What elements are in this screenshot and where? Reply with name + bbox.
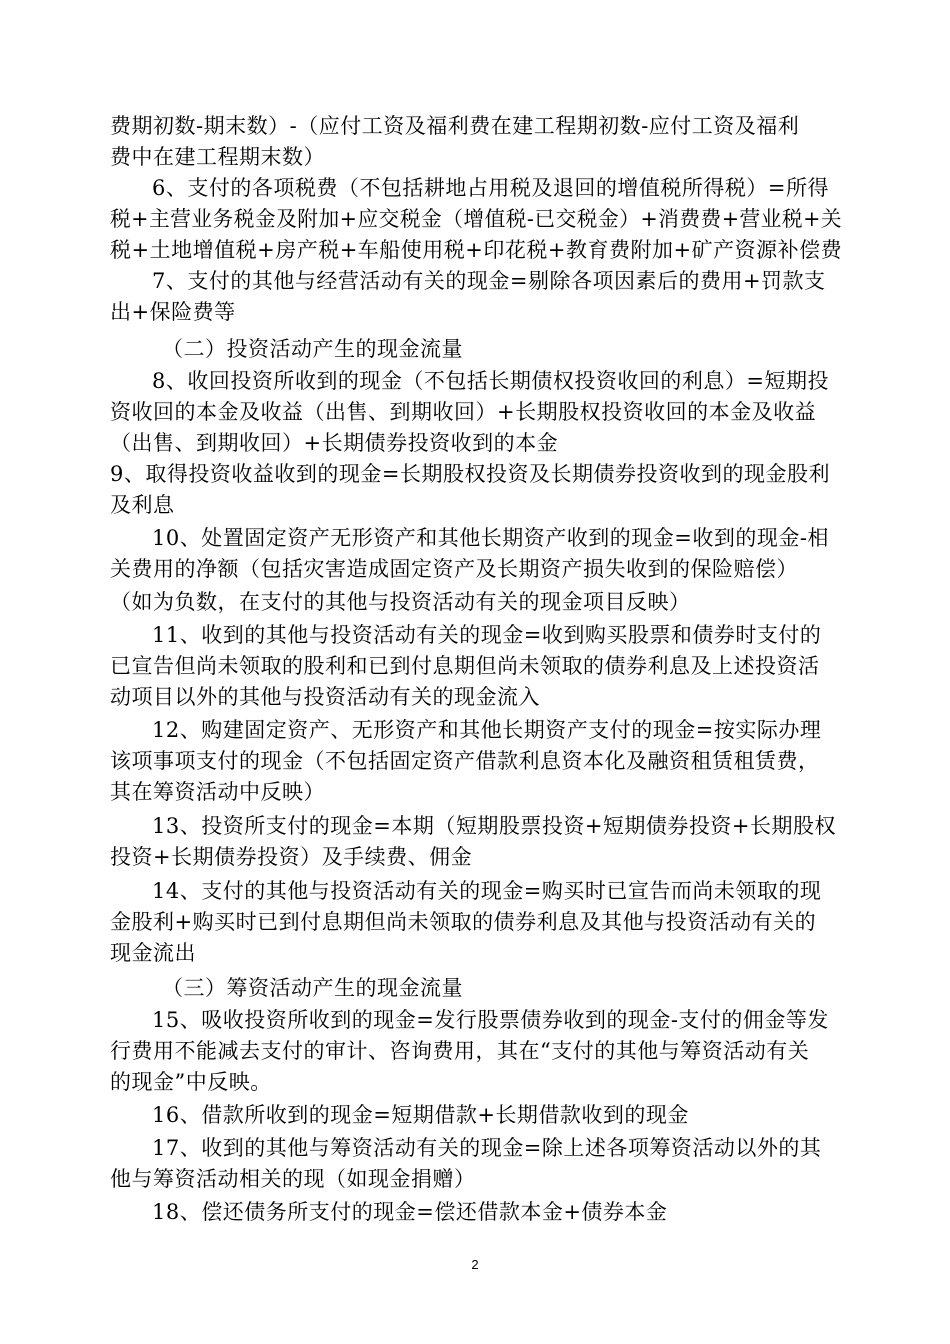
section-heading: （二）投资活动产生的现金流量 [162, 337, 463, 361]
text-line: 他与筹资活动相关的现（如现金捐赠） [110, 1167, 476, 1191]
text-line: 7、支付的其他与经营活动有关的现金=剔除各项因素后的费用+罚款支 [152, 269, 826, 293]
text-line: 费中在建工程期末数） [110, 145, 325, 169]
text-line: 16、借款所收到的现金=短期借款+长期借款收到的现金 [152, 1103, 689, 1127]
text-line: 的现金”中反映。 [110, 1070, 272, 1094]
text-line: （如为负数，在支付的其他与投资活动有关的现金项目反映） [110, 590, 691, 614]
text-line: 其在筹资活动中反映） [110, 780, 325, 804]
text-line: 资收回的本金及收益（出售、到期收回）+长期股权投资收回的本金及收益 [110, 400, 817, 424]
text-line: 14、支付的其他与投资活动有关的现金=购买时已宣告而尚未领取的现 [152, 879, 822, 903]
text-line: 10、处置固定资产无形资产和其他长期资产收到的现金=收到的现金-相 [152, 526, 829, 550]
text-line: 税+土地增值税+房产税+车船使用税+印花税+教育费附加+矿产资源补偿费 [110, 238, 843, 262]
page-number: 2 [471, 1257, 479, 1272]
text-line: 15、吸收投资所收到的现金=发行股票债券收到的现金-支付的佣金等发 [152, 1008, 829, 1032]
text-line: （出售、到期收回）+长期债券投资收到的本金 [110, 431, 559, 455]
text-line: 已宣告但尚未领取的股利和已到付息期但尚未领取的债券利息及上述投资活 [110, 654, 820, 678]
section-heading: （三）筹资活动产生的现金流量 [162, 976, 463, 1000]
text-line: 税+主营业务税金及附加+应交税金（增值税-已交税金）+消费费+营业税+关 [110, 207, 843, 231]
text-line: 12、购建固定资产、无形资产和其他长期资产支付的现金=按实际办理 [152, 718, 822, 742]
text-line: 出+保险费等 [110, 300, 236, 324]
text-line: 动项目以外的其他与投资活动有关的现金流入 [110, 685, 540, 709]
text-line: 行费用不能减去支付的审计、咨询费用，其在“支付的其他与筹资活动有关 [110, 1039, 810, 1063]
text-line: 费期初数-期末数）-（应付工资及福利费在建工程期初数-应付工资及福利 [110, 114, 800, 138]
text-line: 金股利+购买时已到付息期但尚未领取的债券利息及其他与投资活动有关的 [110, 910, 817, 934]
text-line: 13、投资所支付的现金=本期（短期股票投资+短期债券投资+长期股权 [152, 814, 837, 838]
text-line: 9、取得投资收益收到的现金=长期股权投资及长期债券投资收到的现金股利 [110, 462, 830, 486]
text-line: 8、收回投资所收到的现金（不包括长期债权投资收回的利息）=短期投 [152, 369, 829, 393]
text-line: 17、收到的其他与筹资活动有关的现金=除上述各项筹资活动以外的其 [152, 1136, 822, 1160]
text-line: 6、支付的各项税费（不包括耕地占用税及退回的增值税所得税）=所得 [152, 176, 829, 200]
text-line: 投资+长期债券投资）及手续费、佣金 [110, 845, 473, 869]
text-line: 关费用的净额（包括灾害造成固定资产及长期资产损失收到的保险赔偿） [110, 557, 798, 581]
text-line: 11、收到的其他与投资活动有关的现金=收到购买股票和债券时支付的 [152, 623, 822, 647]
text-line: 该项事项支付的现金（不包括固定资产借款利息资本化及融资租赁租赁费， [110, 749, 820, 773]
text-line: 现金流出 [110, 941, 196, 965]
text-line: 18、偿还债务所支付的现金=偿还借款本金+债券本金 [152, 1200, 668, 1224]
text-line: 及利息 [110, 493, 175, 517]
